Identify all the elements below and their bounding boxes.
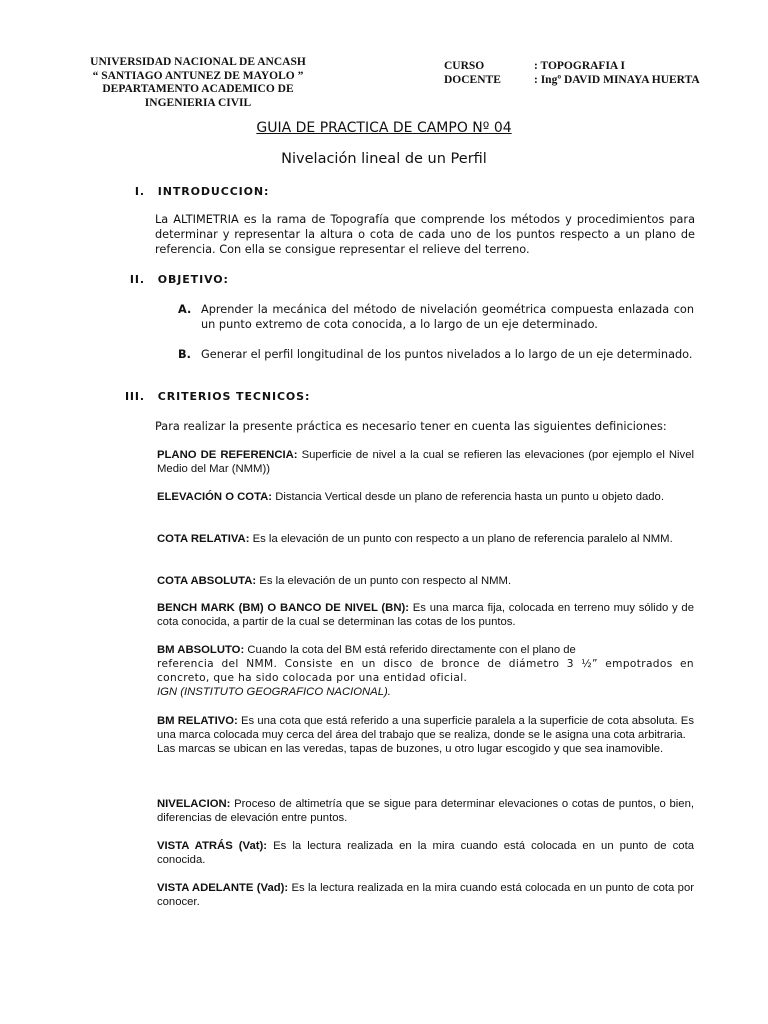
definition-elevacion-cota: [157, 490, 694, 504]
definition-text: Es la elevación de un punto con respecto al NMM.: [256, 575, 512, 587]
definition-term: VISTA ADELANTE (Vad):: [157, 882, 289, 894]
section-number: I.: [134, 185, 145, 198]
section-criterios-heading: [118, 390, 310, 403]
definition-cota-relativa: [157, 532, 694, 546]
criterios-intro: Para realizar la presente práctica es necesario tener en cuenta las siguientes definiciones:: [155, 420, 667, 433]
definition-term: VISTA ATRÁS (Vat):: [157, 840, 268, 852]
section-number: II.: [129, 273, 145, 286]
section-number: III.: [124, 390, 145, 403]
definition-bench-mark: [157, 601, 694, 629]
definition-text: Distancia Vertical desde un plano de referencia hasta un punto u objeto dado.: [272, 491, 664, 503]
teacher-label: DOCENTE: [444, 73, 501, 86]
course-value: : TOPOGRAFIA I: [534, 60, 625, 72]
definition-term: COTA RELATIVA:: [157, 533, 250, 545]
item-label: A.: [178, 303, 192, 316]
definition-term: BENCH MARK (BM) O BANCO DE NIVEL (BN):: [157, 602, 410, 614]
section-introduccion-heading: [118, 185, 269, 198]
definition-term: ELEVACIÓN O COTA:: [157, 491, 273, 503]
definition-text: Es la lectura realizada en la mira cuando está colocada en un punto de cota conocida.: [157, 840, 694, 866]
definition-text: Cuando la cota del BM está referido directamente con el plano de: [244, 644, 576, 656]
definition-cota-absoluta: [157, 574, 694, 588]
definition-text: Es la elevación de un punto con respecto a un plano de referencia paralelo al NMM.: [249, 533, 673, 545]
department-area: INGENIERIA CIVIL: [144, 96, 252, 109]
introduccion-paragraph: La ALTIMETRIA es la rama de Topografía que comprende los métodos y procedimientos para determinar y representar la altura o cota de cada uno de los puntos respecto a un plano de referencia. Con ella se consigue representar el relieve del terreno.: [155, 213, 695, 256]
definition-term: BM ABSOLUTO:: [157, 644, 245, 656]
definition-text: Es una cota que está referido a una superficie paralela a la superficie de cota absoluta. Es una marca colocada muy cerca del área del trabajo que se realiza, donde se le asigna una cota arbitraria.: [157, 715, 694, 741]
definition-bm-absoluto: [157, 643, 694, 699]
institution-block: [78, 56, 318, 110]
definition-bm-relativo: [157, 714, 694, 756]
definition-term: NIVELACION:: [157, 798, 231, 810]
definition-text: Proceso de altimetría que se sigue para determinar elevaciones o cotas de puntos, o bien, diferencias de elevación entre puntos.: [157, 798, 694, 824]
definition-vista-atras: [157, 839, 694, 867]
university-subname: “ SANTIAGO ANTUNEZ DE MAYOLO ”: [92, 69, 304, 82]
university-name: UNIVERSIDAD NACIONAL DE ANCASH: [90, 56, 306, 68]
department-name: DEPARTAMENTO ACADEMICO DE: [102, 83, 294, 95]
definition-vista-adelante: [157, 881, 694, 909]
definition-text: Es la lectura realizada en la mira cuando está colocada en un punto de cota por conocer.: [157, 882, 694, 908]
definition-term: PLANO DE REFERENCIA:: [157, 449, 298, 461]
definition-term: COTA ABSOLUTA:: [157, 575, 257, 587]
section-objetivo-heading: [118, 273, 229, 286]
item-text: Aprender la mecánica del método de nivelación geométrica compuesta enlazada con un punto extremo de cota conocida, a lo largo de un eje determinado.: [201, 303, 694, 331]
definition-text: Las marcas se ubican en las veredas, tapas de buzones, u otro lugar escogido y que sea inamovible.: [157, 743, 664, 755]
guide-subtitle: Nivelación lineal de un Perfil: [281, 151, 487, 167]
teacher-value: : Ingº DAVID MINAYA HUERTA: [534, 73, 700, 86]
section-title: CRITERIOS TECNICOS:: [157, 390, 311, 403]
guide-title: GUIA DE PRACTICA DE CAMPO Nº 04: [256, 120, 512, 136]
section-title: OBJETIVO:: [157, 273, 229, 286]
definition-term: BM RELATIVO:: [157, 715, 238, 727]
definition-plano-referencia: [157, 448, 694, 476]
definition-note: IGN (INSTITUTO GEOGRAFICO NACIONAL).: [157, 686, 391, 698]
item-text: Generar el perfil longitudinal de los puntos nivelados a lo largo de un eje determinado.: [201, 348, 693, 361]
definition-text: Superficie de nivel a la cual se refieren las elevaciones (por ejemplo el Nivel Medio del Mar (NMM)): [157, 449, 694, 475]
item-label: B.: [178, 348, 191, 361]
objetivo-item-b: [178, 347, 694, 362]
definition-text: concreto, que ha sido colocada por una entidad oficial.: [157, 672, 468, 684]
course-info: [444, 60, 700, 87]
definition-text: referencia del NMM. Consiste en un disco de bronce de diámetro 3 ½” empotrados en: [157, 658, 694, 670]
definition-nivelacion: [157, 797, 694, 825]
teacher-row: [444, 74, 700, 88]
course-label: CURSO: [444, 60, 485, 72]
definition-text: Es una marca fija, colocada en terreno muy sólido y de cota conocida, a partir de la cual se determinan las cotas de los puntos.: [157, 602, 694, 628]
section-title: INTRODUCCION:: [157, 185, 270, 198]
course-row: [444, 60, 700, 74]
objetivo-item-a: [178, 302, 694, 332]
